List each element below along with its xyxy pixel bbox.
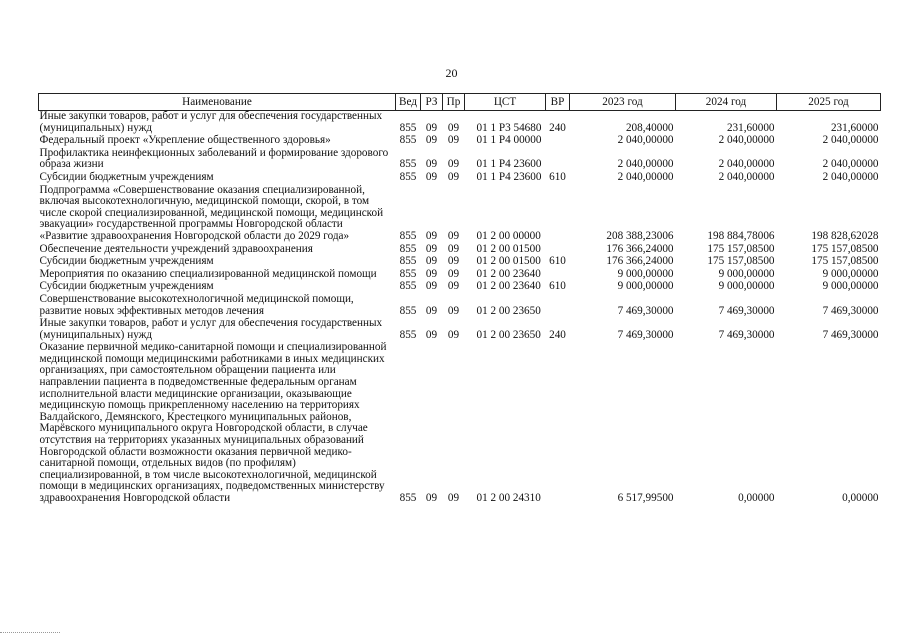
row-pr: 09	[447, 242, 460, 255]
row-rz: 09	[425, 242, 438, 255]
budget-table	[38, 93, 881, 506]
row-cst: 01 2 00 01500	[476, 242, 541, 255]
row-cst: 01 1 Р4 23600	[476, 158, 542, 171]
table-body	[39, 111, 881, 506]
row-rz: 09	[425, 158, 438, 171]
row-rz: 09	[425, 229, 438, 242]
row-vr: 610	[549, 170, 566, 183]
table-row	[39, 318, 881, 342]
row-amount-2023: 2 040,00000	[617, 134, 674, 147]
row-ved: 855	[399, 255, 417, 268]
row-ved: 855	[399, 492, 417, 504]
row-amount-2023: 176 366,24000	[606, 255, 674, 268]
row-rz: 09	[425, 121, 438, 134]
row-name: Субсидии бюджетным учреждениям	[39, 170, 214, 183]
row-amount-2024: 231,60000	[726, 121, 775, 134]
row-amount-2025: 9 000,00000	[822, 280, 879, 293]
col-header-name: Наименование	[39, 94, 396, 111]
col-header-rz: РЗ	[421, 94, 443, 111]
row-amount-2025: 7 469,30000	[822, 304, 879, 317]
row-ved: 855	[399, 242, 417, 255]
row-name: Иные закупки товаров, работ и услуг для обеспечения государственных (муниципальных) нужд	[39, 317, 383, 341]
row-rz: 09	[425, 280, 438, 293]
row-amount-2024: 7 469,30000	[718, 328, 775, 341]
row-ved: 855	[399, 158, 417, 171]
row-vr	[546, 185, 570, 244]
row-amount-2025: 2 040,00000	[822, 134, 879, 147]
row-pr: 09	[447, 492, 460, 504]
page-number: 20	[445, 66, 458, 80]
row-cst: 01 1 Р3 54680	[476, 121, 542, 134]
col-header-2024: 2024 год	[676, 94, 777, 111]
row-amount-2025: 198 828,62028	[811, 229, 879, 242]
row-amount-2023: 7 469,30000	[617, 304, 674, 317]
page-edge-mark	[0, 632, 60, 634]
row-cst: 01 2 00 00000	[476, 229, 541, 242]
row-amount-2025: 175 157,08500	[811, 255, 879, 268]
row-pr: 09	[447, 267, 460, 280]
row-pr: 09	[447, 328, 460, 341]
row-cst: 01 2 00 23650	[476, 328, 541, 341]
row-amount-2024: 9 000,00000	[718, 280, 775, 293]
row-amount-2025: 2 040,00000	[822, 158, 879, 171]
row-name: Иные закупки товаров, работ и услуг для обеспечения государственных (муниципальных) нужд	[39, 110, 383, 134]
row-pr: 09	[447, 229, 460, 242]
table-row	[39, 256, 881, 269]
row-pr: 09	[447, 158, 460, 171]
row-rz: 09	[425, 267, 438, 280]
row-cst: 01 2 00 01500	[476, 255, 541, 268]
row-amount-2025: 175 157,08500	[811, 242, 879, 255]
row-amount-2025: 231,60000	[830, 121, 879, 134]
row-amount-2024: 2 040,00000	[718, 158, 775, 171]
row-vr: 240	[549, 328, 566, 341]
row-ved: 855	[399, 170, 417, 183]
row-amount-2023: 6 517,99500	[617, 492, 674, 504]
row-pr: 09	[447, 280, 460, 293]
row-amount-2023: 208 388,23006	[606, 229, 674, 242]
table-row	[39, 135, 881, 148]
col-header-2025: 2025 год	[777, 94, 881, 111]
row-vr: 610	[549, 280, 566, 293]
col-header-ved: Вед	[396, 94, 421, 111]
table-row	[39, 294, 881, 318]
row-amount-2024: 0,00000	[738, 492, 775, 504]
row-name: Мероприятия по оказанию специализированной медицинской помощи	[39, 267, 377, 280]
row-rz: 09	[425, 304, 438, 317]
table-row	[39, 148, 881, 172]
row-amount-2024: 175 157,08500	[707, 242, 775, 255]
row-name: Совершенствование высокотехнологичной медицинской помощи, развитие новых эффективных методов лечения	[39, 292, 354, 317]
row-amount-2024: 7 469,30000	[718, 304, 775, 317]
row-amount-2023: 208,40000	[625, 121, 674, 134]
row-rz: 09	[425, 328, 438, 341]
row-name: Субсидии бюджетным учреждениям	[39, 280, 214, 293]
row-amount-2024: 198 884,78006	[707, 229, 775, 242]
row-name: Профилактика неинфекционных заболеваний и формирование здорового образа жизни	[39, 146, 389, 171]
row-amount-2025: 2 040,00000	[822, 170, 879, 183]
row-amount-2023: 2 040,00000	[617, 158, 674, 171]
row-name: Субсидии бюджетным учреждениям	[39, 255, 214, 268]
row-ved: 855	[399, 121, 417, 134]
row-rz: 09	[425, 492, 438, 504]
row-ved: 855	[399, 229, 417, 242]
table-row	[39, 342, 881, 505]
row-pr: 09	[447, 255, 460, 268]
row-cst: 01 1 Р4 23600	[476, 170, 542, 183]
row-vr	[546, 294, 570, 318]
row-name: Обеспечение деятельности учреждений здравоохранения	[39, 242, 313, 255]
row-vr: 240	[549, 121, 566, 134]
row-ved: 855	[399, 134, 417, 147]
row-pr: 09	[447, 170, 460, 183]
row-cst: 01 2 00 24310	[476, 492, 541, 504]
table-row	[39, 111, 881, 136]
row-pr: 09	[447, 134, 460, 147]
table-row	[39, 185, 881, 244]
row-amount-2024: 9 000,00000	[718, 267, 775, 280]
row-amount-2023: 9 000,00000	[617, 280, 674, 293]
row-pr: 09	[447, 304, 460, 317]
row-ved: 855	[399, 304, 417, 317]
col-header-vr: ВР	[546, 94, 570, 111]
row-amount-2023: 176 366,24000	[606, 242, 674, 255]
row-amount-2024: 2 040,00000	[718, 134, 775, 147]
row-amount-2023: 7 469,30000	[617, 328, 674, 341]
table-row	[39, 172, 881, 185]
row-ved: 855	[399, 280, 417, 293]
row-pr: 09	[447, 121, 460, 134]
col-header-cst: ЦСТ	[465, 94, 546, 111]
table-header-row	[39, 94, 881, 111]
row-cst: 01 2 00 23640	[476, 280, 541, 293]
col-header-2023: 2023 год	[570, 94, 676, 111]
row-rz: 09	[425, 255, 438, 268]
row-vr: 610	[549, 255, 566, 268]
row-vr	[546, 135, 570, 148]
row-cst: 01 2 00 23640	[476, 267, 541, 280]
row-name: Федеральный проект «Укрепление общественного здоровья»	[39, 134, 331, 147]
row-amount-2025: 7 469,30000	[822, 328, 879, 341]
row-amount-2024: 2 040,00000	[718, 170, 775, 183]
row-amount-2025: 0,00000	[842, 492, 879, 504]
row-amount-2023: 9 000,00000	[617, 267, 674, 280]
row-cst: 01 1 Р4 00000	[476, 134, 542, 147]
row-amount-2024: 175 157,08500	[707, 255, 775, 268]
row-name: Оказание первичной медико-санитарной помощи и специализированной медицинской помощи медицинскими работниками в иных медицинских организациях, при самостоятельном обращении пациента или направлении пациента в подведомственные федеральным органам исполнительной власти медицинские организации, оказывающие медицинскую помощь прикрепленному населению на территориях Валдайского, Демянского, Крестецкого муниципальных районов, Марёвского муниципального округа Новгородской области, в случае отсутствия на территориях указанных муниципальных образований Новгородской области возможности оказания первичной медико-санитарной помощи, отдельных видов (по профилям) специализированной, в том числе высокотехнологичной, медицинской помощи в медицинских организациях, подведомственных министерству здравоохранения Новгородской области	[39, 341, 387, 504]
row-cst: 01 2 00 23650	[476, 304, 541, 317]
col-header-pr: Пр	[443, 94, 465, 111]
row-rz: 09	[425, 134, 438, 147]
row-amount-2025: 9 000,00000	[822, 267, 879, 280]
row-amount-2023: 2 040,00000	[617, 170, 674, 183]
row-vr	[546, 148, 570, 172]
row-rz: 09	[425, 170, 438, 183]
row-ved: 855	[399, 267, 417, 280]
row-ved: 855	[399, 328, 417, 341]
row-vr	[546, 342, 570, 505]
row-name: Подпрограмма «Совершенствование оказания специализированной, включая высокотехнологичную, медицинской помощи, скорой, в том числе скорой специализированной, медицинской помощи, медицинской эвакуации» государственной программы Новгородской области «Развитие здравоохранения Новгородской области до 2029 года»	[39, 183, 384, 242]
